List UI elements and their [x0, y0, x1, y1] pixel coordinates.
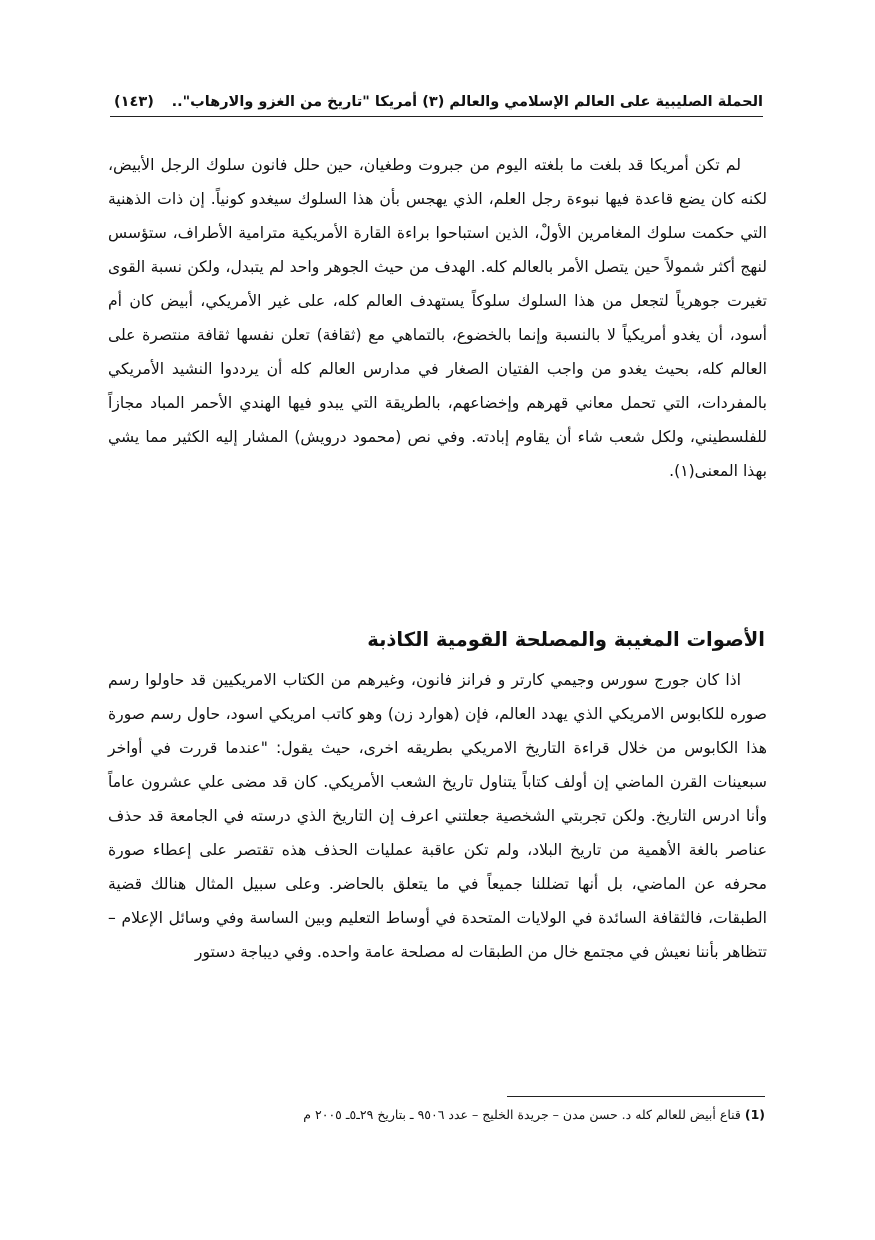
footnote-text: قناع أبيض للعالم كله د. حسن مدن – جريدة الخليج – عدد ٩٥٠٦ ـ بتاريخ ٢٩ـ٥ـ ٢٠٠٥ م [303, 1107, 741, 1122]
footnote-divider [507, 1096, 765, 1097]
footnote-marker: (1) [744, 1107, 765, 1122]
body-paragraph-1: لم تكن أمريكا قد بلغت ما بلغته اليوم من جبروت وطغيان، حين حلل فانون سلوك الرجل الأبيض، لكنه كان يضع قاعدة فيها نبوءة رجل العلم، الذي يهجس بأن هذا السلوك سيغدو كونياً. إن ذات الذهنية التي حكمت سلوك المغامرين الأولْ، الذين استباحوا براءة القارة الأمريكية مترامية الأطراف، ستؤسس لنهج أكثر شمولاً حين يتصل الأمر بالعالم كله. الهدف من حيث الجوهر واحد لم يتبدل، ولكن نسبة القوى تغيرت جوهرياً لتجعل من هذا السلوك سلوكاً يستهدف العالم كله، على غير الأمريكي، أبيض كان أم أسود، أن يغدو أمريكياً لا بالنسبة وإنما بالخضوع، بالتماهي مع (ثقافة) تعلن نفسها ثقافة منتصرة على العالم كله، بحيث يغدو من واجب الفتيان الصغار في مدارس العالم كله أن يرددوا النشيد الأمريكي بالمفردات، التي تحمل معاني قهرهم وإخضاعهم، بالطريقة التي يبدو فيها الهندي الأحمر المباد مجازاً للفلسطيني، ولكل شعب شاء أن يقاوم إبادته. وفي نص (محمود درويش) المشار إليه الكثير مما يشي بهذا المعنى(١). [108, 156, 767, 480]
body-paragraph-2: اذا كان جورج سورس وجيمي كارتر و فرانز فانون، وغيرهم من الكتاب الامريكيين قد حاولوا رسم صوره للكابوس الامريكي الذي يهدد العالم، فإن (هوارد زن) وهو كاتب امريكي اسود، حاول رسم صورة هذا الكابوس من خلال قراءة التاريخ الامريكي بطريقه اخرى، حيث يقول: "عندما قررت في أواخر سبعينات القرن الماضي إن أولف كتاباً يتناول تاريخ الشعب الأمريكي. كان قد مضى علي عشرون عاماً وأنا ادرس التاريخ. ولكن تجربتي الشخصية جعلتني اعرف إن التاريخ الذي درسته في الجامعة قد حذف عناصر بالغة الأهمية من تاريخ البلاد، ولم تكن عاقبة عمليات الحذف هذه تقتصر على إعطاء صورة محرفه عن الماضي، بل أنها تضللنا جميعاً في ما يتعلق بالحاضر. وعلى سبيل المثال هنالك قضية الطبقات، فالثقافة السائدة في الولايات المتحدة في أوساط التعليم وبين الساسة وفي وسائل الإعلام – تتظاهر بأننا نعيش في مجتمع خال من الطبقات له مصلحة عامة واحده. وفي ديباجة دستور [108, 671, 767, 961]
page-number: (١٤٣) [114, 94, 154, 110]
section-heading: الأصوات المغيبة والمصلحة القومية الكاذبة [367, 628, 765, 651]
footnote [160, 1104, 765, 1126]
header-title: الحملة الصليبية على العالم الإسلامي والعالم (٣) أمريكا "تاريخ من الغزو والارهاب".. [171, 94, 763, 110]
running-header [110, 88, 763, 117]
